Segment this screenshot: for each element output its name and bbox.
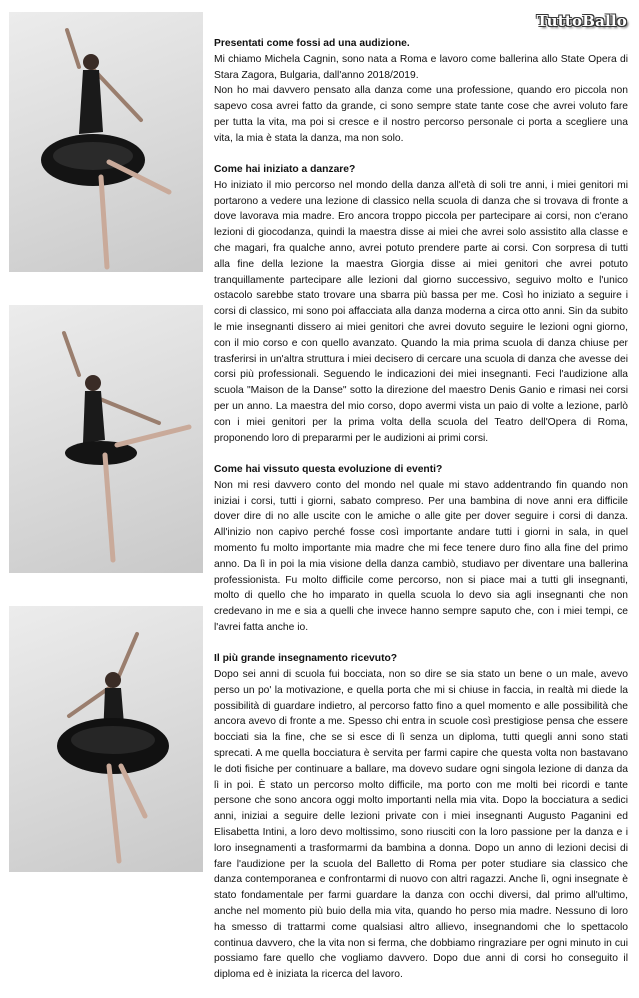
section-audition bbox=[214, 36, 628, 147]
section-how-started bbox=[214, 162, 628, 446]
ballerina-arabesque-image bbox=[9, 12, 203, 272]
tuttoballo-logo: TuttoBallo bbox=[536, 12, 627, 30]
section-greatest-lesson bbox=[214, 651, 628, 983]
section-heading: Il più grande insegnamento ricevuto? bbox=[214, 653, 398, 665]
ballerina-photo-2 bbox=[9, 305, 203, 573]
section-paragraph: Ho iniziato il mio percorso nel mondo della danza all'età di soli tre anni, i miei genitori mi portarono a vedere una lezione di classico nella scuola di danza che si trovava di fronte a dove lavorava mia madre. Ero ancora troppo piccola per partecipare ai corsi, non c'erano lezioni di giocodanza, quindi la maestra disse ai miei che avrei solo assistito alla classe e che magari, fra qualche anno, avrei potuto prendere parte ai corsi. Con sorpresa di tutti alla fine della lezione la maestra Giorgia disse ai miei genitori che avrei potuto tranquillamente partecipare alle lezioni dal giorno successivo, seguivo molto e l'unico ostacolo sarebbe stato trovare una sbarra più bassa per me. Così ho iniziato a seguire i corsi di classico, mi sono poi affacciata alla danza moderna a circa otto anni. Sin da subito le mie insegnanti dissero ai miei genitori che avrei dovuto seguire le lezioni ogni giorno, con il mio corso e con quello avanzato. Quando la mia prima scuola di danza chiuse per trasferirsi in un'altra struttura i miei decisero di cercare una scuola di danza che avesse dei corsi più professionali. Seguendo le indicazioni dei miei insegnanti. Feci l'audizione alla scuola "Maison de la Danse" sotto la direzione del maestro Denis Ganio e rimasi nei corsi per un anno. La maestra del mio corso, dopo avermi vista un paio di volte a lezione, parlò con i miei genitori per la prima volta della scuola del Teatro dell'Opera di Roma, proponendo loro di prepararmi per le audizioni ai primi corsi. bbox=[214, 179, 628, 444]
section-paragraph: Non ho mai davvero pensato alla danza come una professione, quando ero piccola non sapevo cosa avrei fatto da grande, ci sono sempre state tante cose che avrei voluto fare per tutta la vita, ma poi si cresce e il nostro percorso personale ci porta a scegliere una vita, la mia è stata la danza, ma non solo. bbox=[214, 85, 628, 144]
ballerina-photo-1 bbox=[9, 12, 203, 272]
section-evolution bbox=[214, 462, 628, 636]
section-paragraph: Mi chiamo Michela Cagnin, sono nata a Roma e lavoro come ballerina allo State Opera di Stara Zagora, Bulgaria, dall'anno 2018/2019. bbox=[214, 53, 628, 81]
ballerina-passe-image bbox=[9, 606, 203, 872]
section-paragraph: Dopo sei anni di scuola fui bocciata, non so dire se sia stato un bene o un male, avevo perso un po' la motivazione, e quella porta che mi si chiuse in faccia, in realtà mi diede la possibilità di guardare indietro, al percorso fatto fino a quel momento e alle possibilità che ancora avevo di fronte a me. Spesso chi entra in scuole così prestigiose pensa che essere bocciati sia la fine, che se si esce di lì senza un diploma, tutti quegli anni sono stati sprecati. A me quella bocciatura è servita per farmi capire che questa volta non bastavano le doti fisiche per continuare a ballare, ma dovevo sudare ogni singola lezione di danza da lì in poi. È stato un percorso molto difficile, ma porto con me molti bei ricordi e tante persone che sono ancora oggi molto importanti nella mia vita. Dopo la bocciatura a sedici anni, iniziai a seguire delle lezioni private con i miei insegnanti Augusto Paganini ed Elisabetta Intini, a loro devo moltissimo, sono riusciti con la loro passione per la danza e i loro insegnamenti a trasformarmi da bambina a donna. Dopo un anno di lezioni decisi di fare l'audizione per la scuola del Balletto di Roma per poter studiare sia classico che danza contemporanea e confrontarmi di nuovo con altri ragazzi. Anche lì, ogni insegnate è stato fondamentale per farmi guardare la danza con occhi diversi, dal primo all'ultimo, anche nel momento più buio della mia vita, quando ho perso mia madre. Nessuno di loro ha smesso di trattarmi come qualsiasi altro allievo, insegnandomi che lo spettacolo continua davvero, che la vita non si ferma, che dobbiamo ringraziare per ogni minuto in cui possiamo fare quello che vogliamo davvero. Dopo due anni di corsi ho conseguito il diploma ed è iniziata la ricerca del lavoro. bbox=[214, 668, 628, 981]
section-heading: Presentati come fossi ad una audizione. bbox=[214, 38, 410, 49]
section-heading: Come hai vissuto questa evoluzione di eventi? bbox=[214, 463, 443, 475]
ballerina-attitude-image bbox=[9, 305, 203, 573]
ballerina-photo-3 bbox=[9, 606, 203, 872]
section-heading: Come hai iniziato a danzare? bbox=[214, 164, 356, 176]
section-paragraph: Non mi resi davvero conto del mondo nel quale mi stavo addentrando fin quando non iniziai i corsi, tutti i giorni, sabato compreso. Per una bambina di nove anni era difficile dover dire di no alle uscite con le amiche o alle gite per dover seguire i corsi di danza. All'inizio non capivo perché fosse così importante andare tutti i giorni in sala, in quel momento fu molto importante mia madre che mi fece tenere duro fino alla fine del primo anno. Da lì in poi la mia visione della danza cambiò, studiavo per diventare una ballerina professionista. Fu molto difficile come percorso, non si piace mai a tutti gli insegnanti, molto di quello che ho imparato in quella scuola lo devo sia agli insegnanti che non credevano in me e sia a quelli che invece hanno sempre saputo che, con i miei tempi, ce l'avrei fatta anche io. bbox=[214, 479, 628, 633]
interview-article bbox=[214, 36, 628, 998]
